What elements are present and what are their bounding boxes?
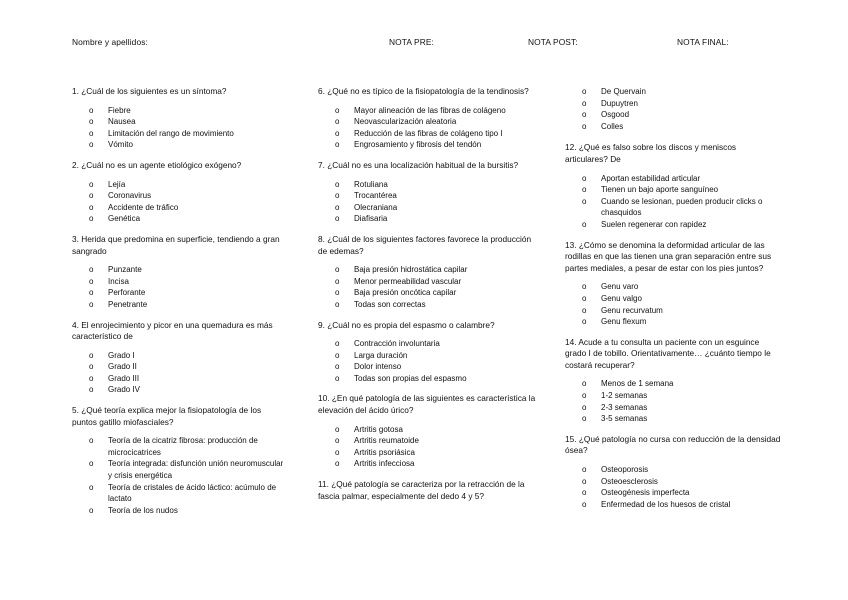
answer-option: o Rotuliana [318,179,540,191]
answer-option: o De Quervain [565,86,781,98]
option-list [318,338,540,384]
answer-option: o Accidente de tráfico [72,202,284,214]
answer-option: o Baja presión oncótica capilar [318,287,540,299]
option-list [72,350,284,396]
answer-option: o Genética [72,213,284,225]
answer-option: o Incisa [72,276,284,288]
question-column-1 [72,86,284,525]
answer-option: o 2-3 semanas [565,402,781,414]
question-8 [318,234,540,311]
answer-option: o Teoría de la cicatriz fibrosa: producción de microcicatrices [72,435,284,458]
answer-option: o Osteoesclerosis [565,476,781,488]
answer-option: o Contracción involuntaria [318,338,540,350]
answer-option: o Todas son propias del espasmo [318,373,540,385]
answer-option: o Diafisaria [318,213,540,225]
option-list [318,424,540,470]
answer-option: o Grado III [72,373,284,385]
answer-option: o Todas son correctas [318,299,540,311]
option-list [318,179,540,225]
question-11-options [565,86,781,132]
answer-option: o Engrosamiento y fibrosis del tendón [318,139,540,151]
answer-option: o Nausea [72,116,284,128]
option-list [318,264,540,310]
answer-option: o Osgood [565,109,781,121]
answer-option: o Coronavirus [72,190,284,202]
answer-option: o 1-2 semanas [565,390,781,402]
answer-option: o Osteogénesis imperfecta [565,487,781,499]
question-text: 11. ¿Qué patología se caracteriza por la retracción de la fascia palmar, especialmente del dedo 4 y 5? [318,479,525,501]
answer-option: o Suelen regenerar con rapidez [565,219,781,231]
nota-post-label: NOTA POST: [528,37,578,47]
question-text: 10. ¿En qué patología de las siguientes es característica la elevación del ácido úrico? [318,393,536,416]
answer-option: o Perforante [72,287,284,299]
question-column-2 [318,86,540,511]
question-text: 3. Herida que predomina en superficie, tendiendo a gran sangrado [72,233,280,256]
answer-option: o Genu flexum [565,316,781,328]
option-list [72,105,284,151]
answer-option: o Grado IV [72,384,284,396]
option-list [565,281,781,327]
question-6 [318,86,540,151]
answer-option: o Osteoporosis [565,464,781,476]
nota-final-label: NOTA FINAL: [677,37,729,47]
question-text: 8. ¿Cuál de los siguientes factores favorece la producción de edemas? [318,233,532,256]
option-list [565,464,781,510]
answer-option: o Colles [565,121,781,133]
question-1 [72,86,284,151]
answer-option: o Lejía [72,179,284,191]
question-12 [565,142,781,230]
answer-option: o Grado I [72,350,284,362]
question-7 [318,160,540,225]
option-list [72,264,284,310]
option-list [565,378,781,424]
answer-option: o Mayor alineación de las fibras de colágeno [318,105,540,117]
answer-option: o Reducción de las fibras de colágeno tipo I [318,128,540,140]
answer-option: o Teoría integrada: disfunción unión neuromuscular y crisis energética [72,458,284,481]
answer-option: o Larga duración [318,350,540,362]
question-4 [72,320,284,397]
answer-option: o Artritis gotosa [318,424,540,436]
question-text: 15. ¿Qué patología no cursa con reducción de la densidad ósea? [565,433,781,456]
question-text: 13. ¿Cómo se denomina la deformidad articular de las rodillas en que las tienen una gran separación entre sus partes mediales, a pesar de estar con los pies juntos? [565,239,772,273]
option-list [72,435,284,516]
question-text: 6. ¿Qué no es típico de la fisiopatología de la tendinosis? [318,86,529,96]
answer-option: o 3-5 semanas [565,413,781,425]
answer-option: o Grado II [72,361,284,373]
question-text: 1. ¿Cuál de los siguientes es un síntoma? [72,86,227,96]
question-text: 2. ¿Cuál no es un agente etiológico exógeno? [72,159,242,170]
answer-option: o Aportan estabilidad articular [565,173,781,185]
answer-option: o Artritis reumatoide [318,435,540,447]
answer-option: o Genu valgo [565,293,781,305]
question-13 [565,240,781,328]
answer-option: o Genu recurvatum [565,305,781,317]
answer-option: o Penetrante [72,299,284,311]
answer-option: o Baja presión hidrostática capilar [318,264,540,276]
answer-option: o Enfermedad de los huesos de cristal [565,499,781,511]
question-text: 5. ¿Qué teoría explica mejor la fisiopatología de los puntos gatillo miofasciales? [72,405,262,427]
question-text: 7. ¿Cuál no es una localización habitual de la bursitis? [318,159,519,170]
answer-option: o Vómito [72,139,284,151]
answer-option: o Artritis infecciosa [318,458,540,470]
answer-option: o Menos de 1 semana [565,378,781,390]
question-11 [318,479,540,502]
question-14 [565,337,781,425]
question-10 [318,393,540,470]
answer-option: o Artritis psoriásica [318,447,540,459]
answer-option: o Limitación del rango de movimiento [72,128,284,140]
answer-option: o Neovascularización aleatoria [318,116,540,128]
answer-option: o Cuando se lesionan, pueden producir clicks o chasquidos [565,196,781,219]
answer-option: o Teoría de los nudos [72,505,284,517]
answer-option: o Genu varo [565,281,781,293]
nota-pre-label: NOTA PRE: [389,37,434,47]
question-text: 14. Acude a tu consulta un paciente con un esguince grado I de tobillo. Orientativamente… ¿cuánto tiempo le costará recuperar? [565,336,771,370]
question-text: 9. ¿Cuál no es propia del espasmo o calambre? [318,319,495,330]
question-text: 4. El enrojecimiento y picor en una quemadura es más característico de [72,319,273,342]
question-15 [565,434,781,511]
answer-option: o Dupuytren [565,98,781,110]
answer-option: o Punzante [72,264,284,276]
question-text: 12. ¿Qué es falso sobre los discos y meniscos articulares? De [565,142,737,164]
answer-option: o Tienen un bajo aporte sanguíneo [565,184,781,196]
option-list [565,173,781,231]
answer-option: o Olecraniana [318,202,540,214]
question-5 [72,405,284,516]
option-list [318,105,540,151]
answer-option: o Trocantérea [318,190,540,202]
answer-option: o Fiebre [72,105,284,117]
answer-option: o Menor permeabilidad vascular [318,276,540,288]
question-3 [72,234,284,311]
question-column-3 [565,86,781,519]
answer-option: o Dolor intenso [318,361,540,373]
question-2 [72,160,284,225]
name-label: Nombre y apellidos: [72,37,148,47]
answer-option: o Teoría de cristales de ácido láctico: acúmulo de lactato [72,482,284,505]
option-list [72,179,284,225]
question-9 [318,320,540,385]
